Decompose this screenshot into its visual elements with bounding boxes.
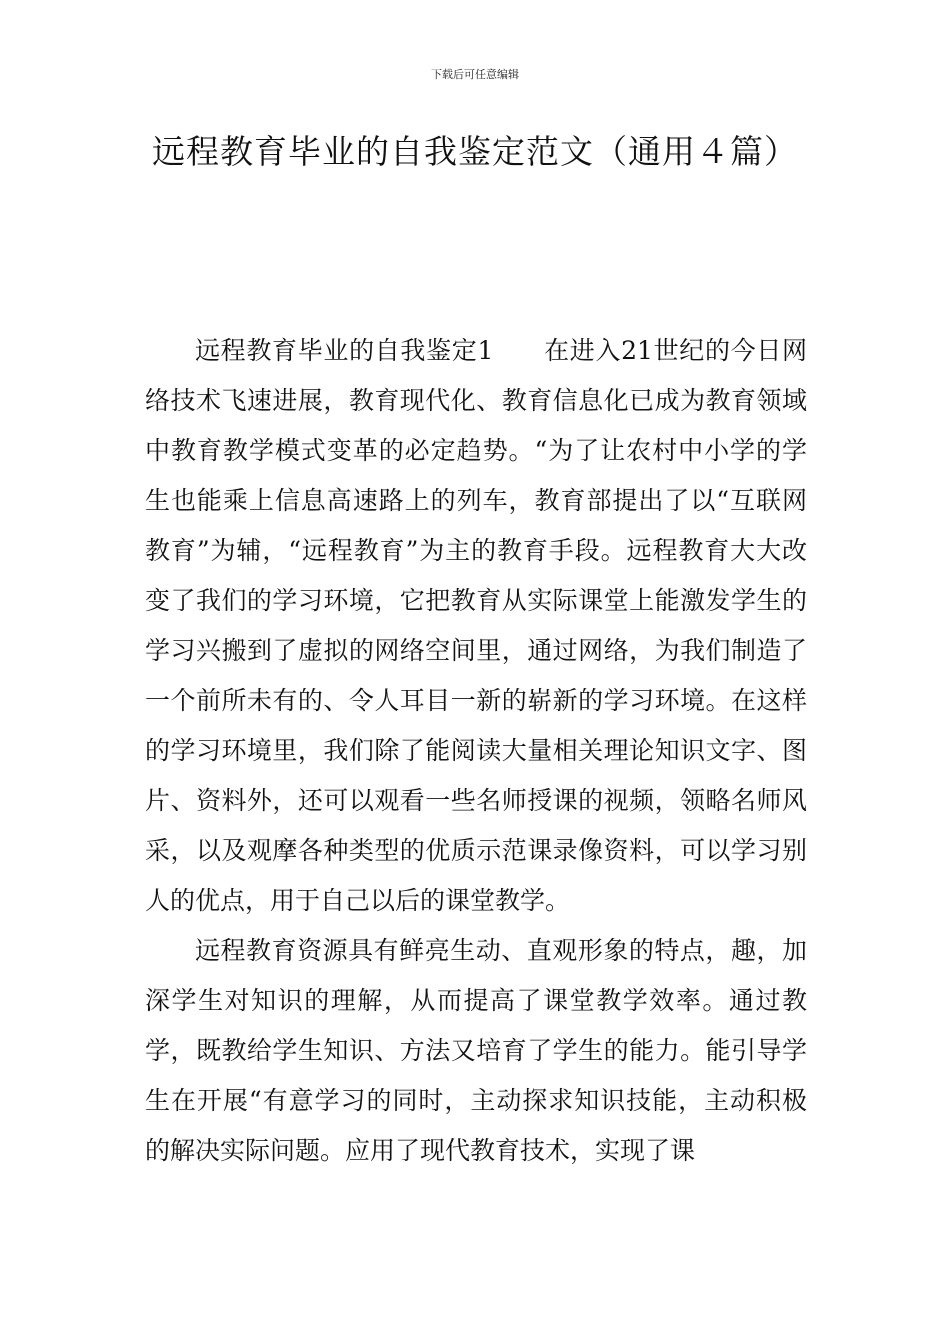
header-note: 下载后可任意编辑	[431, 68, 519, 81]
paragraph-1	[145, 326, 807, 926]
paragraph-2: 远程教育资源具有鲜亮生动、直观形象的特点，趣，加深学生对知识的理解，从而提高了课堂教学效率。通过教学，既教给学生知识、方法又培育了学生的能力。能引导学生在开展“有意学习的同时，主动探求知识技能，主动积极的解决实际问题。应用了现代教育技术，实现了课	[145, 936, 807, 1165]
section-heading: 远程教育毕业的自我鉴定1	[195, 336, 494, 365]
document-title: 远程教育毕业的自我鉴定范文（通用４篇）	[152, 132, 798, 171]
document-body	[145, 326, 807, 1176]
paragraph-1-text: 在进入21世纪的今日网络技术飞速进展，教育现代化、教育信息化已成为教育领域中教育教学模式变革的必定趋势。“为了让农村中小学的学生也能乘上信息高速路上的列车，教育部提出了以“互联网教育”为辅，“远程教育”为主的教育手段。远程教育大大改变了我们的学习环境，它把教育从实际课堂上能激发学生的学习兴搬到了虚拟的网络空间里，通过网络，为我们制造了一个前所未有的、令人耳目一新的崭新的学习环境。在这样的学习环境里，我们除了能阅读大量相关理论知识文字、图片、资料外，还可以观看一些名师授课的视频，领略名师风采，以及观摩各种类型的优质示范课录像资料，可以学习别人的优点，用于自己以后的课堂教学。	[145, 336, 807, 915]
